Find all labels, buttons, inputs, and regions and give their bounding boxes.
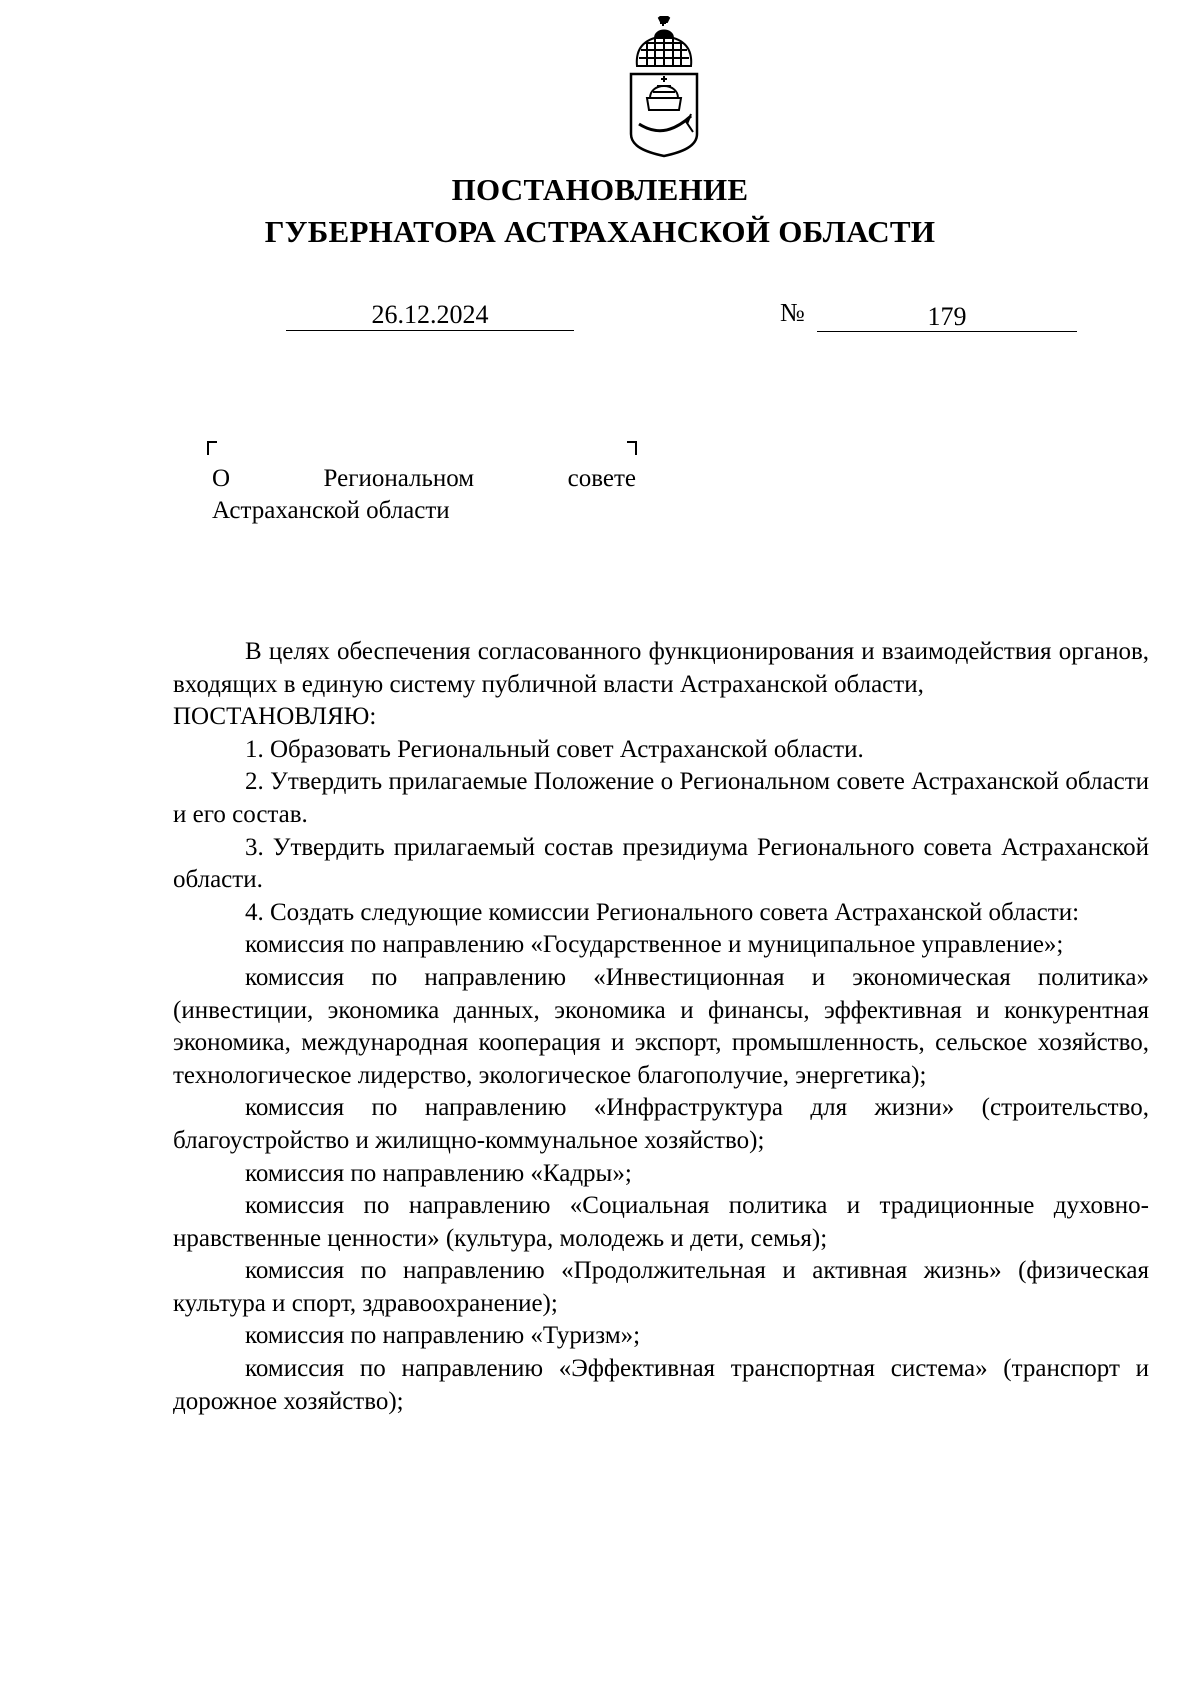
document-issuer: ГУБЕРНАТОРА АСТРАХАНСКОЙ ОБЛАСТИ: [264, 214, 936, 249]
commission-item: комиссия по направлению «Эффективная транспортная система» (транспорт и дорожное хозяйство);: [173, 1355, 1149, 1415]
commission-item: комиссия по направлению «Туризм»;: [245, 1322, 641, 1350]
subject-line-2: Астраханской области: [212, 497, 450, 524]
subject-word: Региональном: [323, 465, 475, 492]
commission-item: комиссия по направлению «Государственное и муниципальное управление»;: [245, 931, 1064, 959]
subject-bracket-right: [627, 441, 637, 455]
subject-word: совете: [567, 465, 636, 492]
resolve-heading: ПОСТАНОВЛЯЮ:: [173, 703, 377, 731]
document-date: 26.12.2024: [286, 302, 574, 331]
clause-paragraph: 3. Утвердить прилагаемый состав президиума Регионального совета Астраханской области.: [173, 833, 1149, 894]
commission-item: комиссия по направлению «Инфраструктура для жизни» (строительство, благоустройство и жилищно-коммунальное хозяйство);: [173, 1094, 1149, 1154]
document-body: [173, 636, 1149, 1418]
document-subject: [212, 463, 636, 527]
subject-bracket-left: [207, 441, 217, 455]
subject-line-1: [212, 463, 636, 495]
coat-of-arms-emblem: [625, 16, 703, 158]
preamble-paragraph: В целях обеспечения согласованного функционирования и взаимодействия органов, входящих в единую систему публичной власти Астраханской области,: [173, 638, 1149, 698]
commission-item: комиссия по направлению «Продолжительная и активная жизнь» (физическая культура и спорт, здравоохранение);: [173, 1257, 1149, 1317]
subject-word: О: [212, 465, 231, 492]
number-sign: №: [780, 298, 805, 327]
commission-item: комиссия по направлению «Кадры»;: [245, 1159, 632, 1187]
clause-paragraph: 2. Утвердить прилагаемые Положение о Региональном совете Астраханской области и его состав.: [173, 768, 1149, 828]
commission-item: комиссия по направлению «Социальная политика и традиционные духовно-нравственные ценности» (культура, молодежь и дети, семья);: [173, 1192, 1149, 1252]
clause-paragraph: 1. Образовать Региональный совет Астраханской области.: [245, 735, 864, 763]
document-number: 179: [817, 304, 1077, 332]
clause-paragraph: 4. Создать следующие комиссии Регионального совета Астраханской области:: [245, 898, 1080, 926]
commission-item: комиссия по направлению «Инвестиционная и экономическая политика» (инвестиции, экономика данных, экономика и финансы, эффективная и конкурентная экономика, международная кооперация и экспорт, промышленность, сельское хозяйство, технологическое лидерство, экологическое благополучие, энергетика);: [173, 963, 1149, 1089]
document-title: ПОСТАНОВЛЕНИЕ: [451, 172, 749, 207]
